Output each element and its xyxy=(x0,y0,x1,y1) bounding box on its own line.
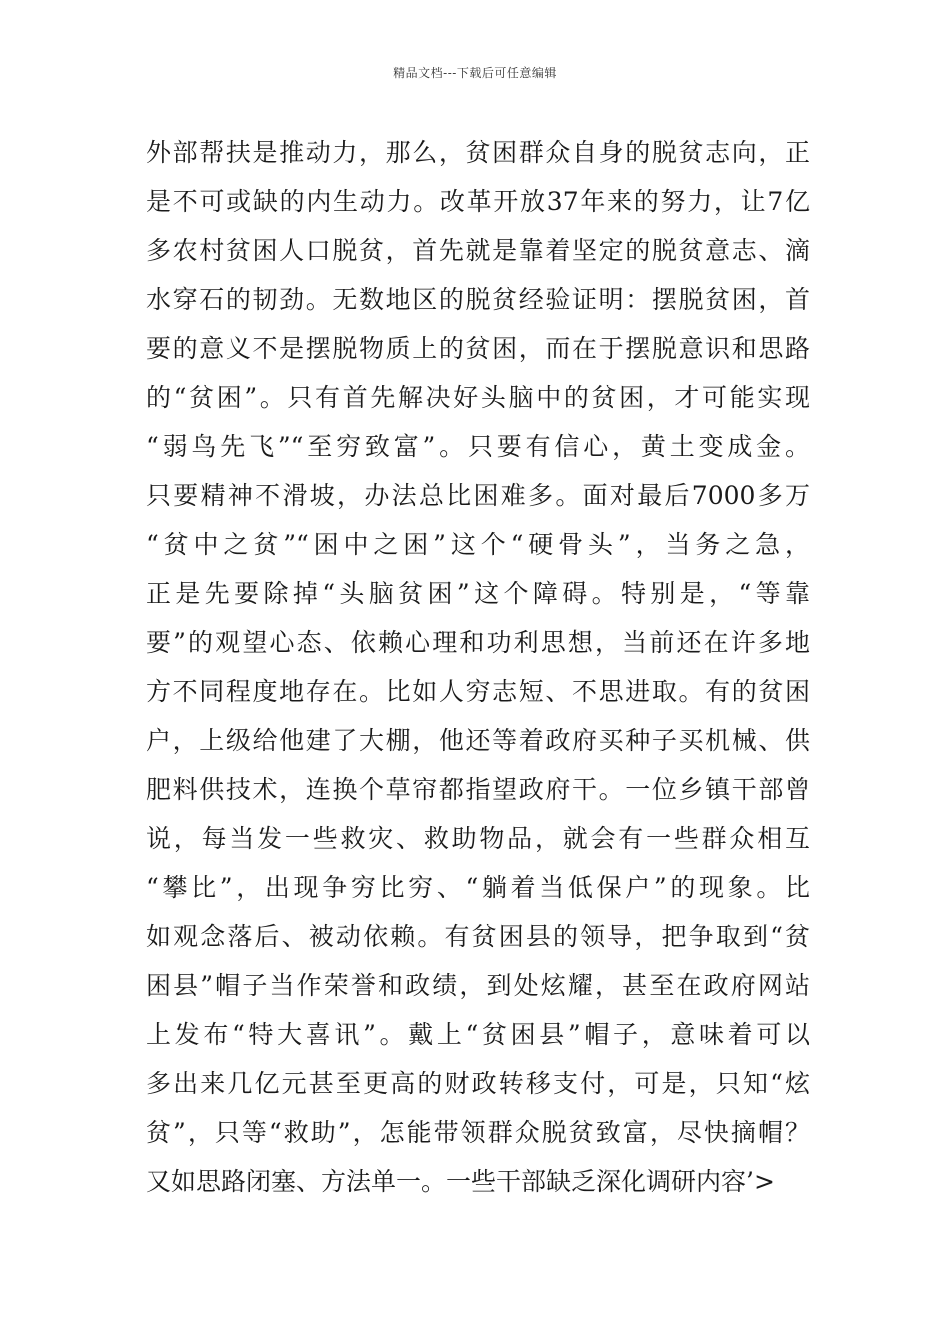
text-line: 困县”帽子当作荣誉和政绩，到处炫耀，甚至在政府网站 xyxy=(146,971,810,1000)
text-line: “贫中之贫”“困中之困”这个“硬骨头”，当务之急， xyxy=(146,530,810,559)
text-line: 户，上级给他建了大棚，他还等着政府买种子买机械、供 xyxy=(146,726,810,755)
text-line: 多出来几亿元甚至更高的财政转移支付，可是，只知“炫 xyxy=(146,1069,810,1098)
text-line: “弱鸟先飞”“至穷致富”。只要有信心，黄土变成金。 xyxy=(146,432,810,461)
text-line: 多农村贫困人口脱贫，首先就是靠着坚定的脱贫意志、滴 xyxy=(146,236,810,265)
text-line: 方不同程度地存在。比如人穷志短、不思进取。有的贫困 xyxy=(146,677,810,706)
text-line: 如观念落后、被动依赖。有贫困县的领导，把争取到“贫 xyxy=(146,922,810,951)
text-line: 要的意义不是摆脱物质上的贫困，而在于摆脱意识和思路 xyxy=(146,334,810,363)
text-line: 是不可或缺的内生动力。改革开放37年来的努力，让7亿 xyxy=(146,187,810,216)
text-line: 外部帮扶是推动力，那么，贫困群众自身的脱贫志向，正 xyxy=(146,138,810,167)
text-line: 正是先要除掉“头脑贫困”这个障碍。特别是，“等靠 xyxy=(146,579,810,608)
body-text xyxy=(146,128,810,1206)
text-line: “攀比”，出现争穷比穷、“躺着当低保户”的现象。比 xyxy=(146,873,810,902)
text-line: 的“贫困”。只有首先解决好头脑中的贫困，才可能实现 xyxy=(146,383,810,412)
text-line: 上发布“特大喜讯”。戴上“贫困县”帽子，意味着可以 xyxy=(146,1020,810,1049)
text-line: 肥料供技术，连换个草帘都指望政府干。一位乡镇干部曾 xyxy=(146,775,810,804)
text-line: 要”的观望心态、依赖心理和功利思想，当前还在许多地 xyxy=(146,628,810,657)
text-line: 说，每当发一些救灾、救助物品，就会有一些群众相互 xyxy=(146,824,810,853)
text-line: 又如思路闭塞、方法单一。一些干部缺乏深化调研内容’> xyxy=(146,1167,775,1196)
text-line: 水穿石的韧劲。无数地区的脱贫经验证明：摆脱贫困，首 xyxy=(146,285,810,314)
page-header: 精品文档---下载后可任意编辑 xyxy=(393,66,557,80)
text-line: 贫”，只等“救助”，怎能带领群众脱贫致富，尽快摘帽？ xyxy=(146,1118,810,1147)
text-line: 只要精神不滑坡，办法总比困难多。面对最后7000多万 xyxy=(146,481,810,510)
